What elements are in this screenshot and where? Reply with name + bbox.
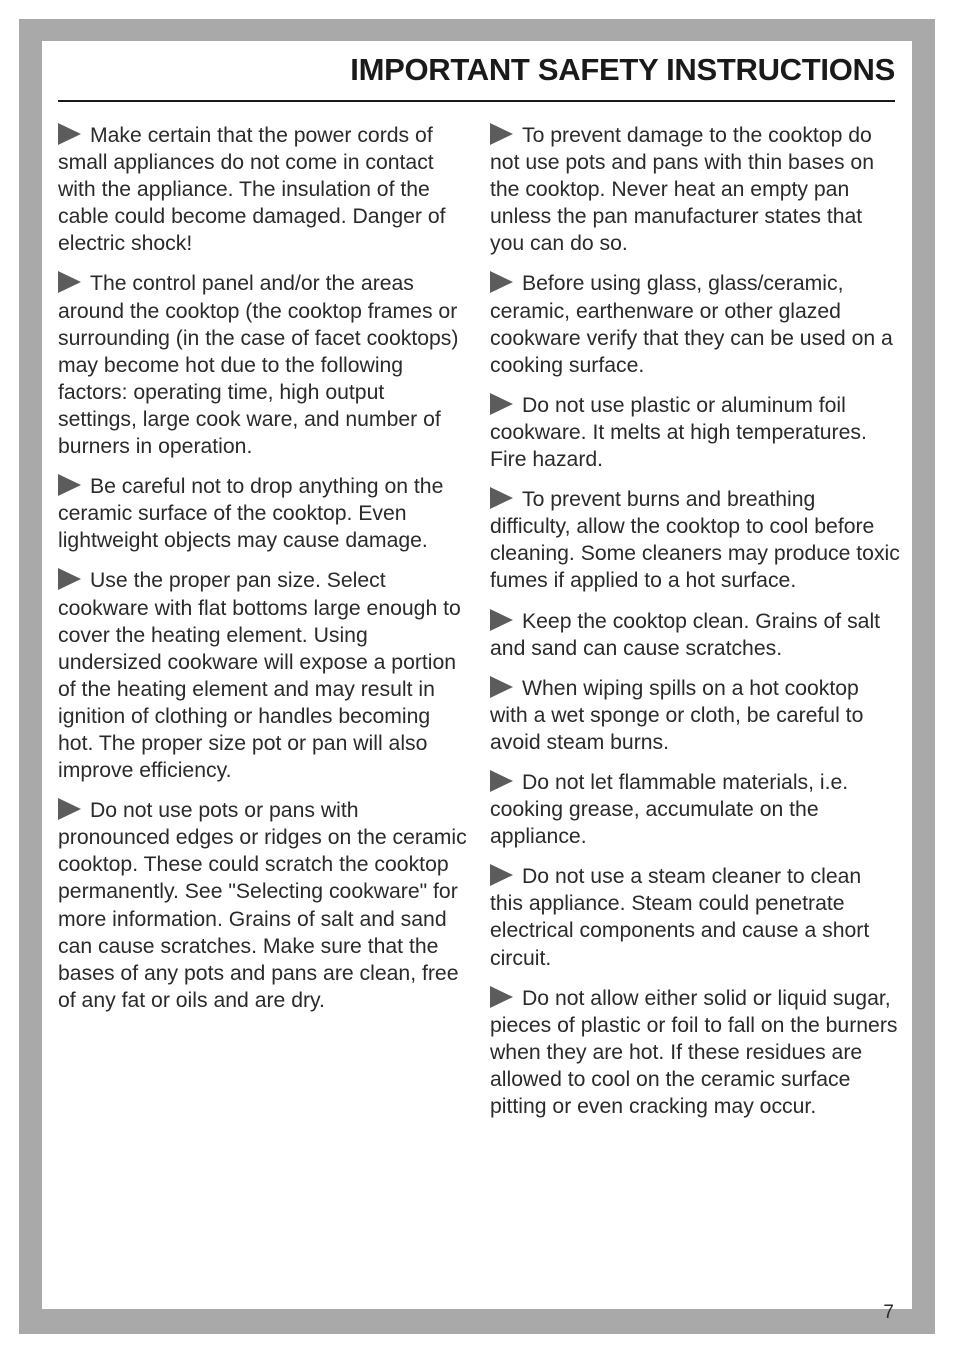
instruction-text: Keep the cooktop clean. Grains of salt and sand can cause scratches. <box>490 609 881 660</box>
instruction-text: To prevent damage to the cooktop do not use pots and pans with thin bases on the cooktop. Never heat an empty pan unless the pan manufacturer states that you can do so. <box>490 124 874 256</box>
right-column <box>490 122 900 1133</box>
instruction-text: Use the proper pan size. Select cookware with flat bottoms large enough to cover the heating element. Using undersized cookware will expose a portion of the heating element and may result in ignition of clothing or handles becoming hot. The proper size pot or pan will also improve efficiency. <box>58 569 461 783</box>
triangle-right-icon <box>490 123 513 145</box>
triangle-right-icon <box>490 609 513 631</box>
safety-instruction <box>490 392 900 473</box>
instruction-text: Be careful not to drop anything on the ceramic surface of the cooktop. Even lightweight objects may cause damage. <box>58 475 444 553</box>
triangle-right-icon <box>490 986 513 1008</box>
page-number: 7 <box>883 1302 894 1323</box>
safety-instruction <box>490 608 900 662</box>
safety-instruction <box>490 122 900 257</box>
triangle-right-icon <box>58 123 81 145</box>
instruction-text: Do not allow either solid or liquid sugar, pieces of plastic or foil to fall on the burners when they are hot. If these residues are allowed to cool on the ceramic surface pitting or even cracking may occur. <box>490 986 898 1118</box>
triangle-right-icon <box>490 393 513 415</box>
safety-instruction <box>58 473 468 554</box>
page-header <box>58 50 895 102</box>
triangle-right-icon <box>490 864 513 886</box>
instruction-text: Before using glass, glass/ceramic, ceramic, earthenware or other glazed cookware verify that they can be used on a cooking surface. <box>490 272 893 377</box>
safety-instruction <box>58 122 468 257</box>
triangle-right-icon <box>490 271 513 293</box>
safety-instruction <box>490 675 900 756</box>
instruction-text: The control panel and/or the areas around the cooktop (the cooktop frames or surrounding (in the case of facet cooktops) may become hot due to the following factors: operating time, high output settings, large cook ware, and number of burners in operation. <box>58 272 459 459</box>
triangle-right-icon <box>490 770 513 792</box>
safety-instruction <box>490 769 900 850</box>
safety-instruction <box>490 270 900 378</box>
instruction-text: Make certain that the power cords of small appliances do not come in contact with the appliance. The insulation of the cable could become damaged. Danger of electric shock! <box>58 124 446 256</box>
safety-instruction <box>58 797 468 1014</box>
instruction-text: Do not let flammable materials, i.e. cooking grease, accumulate on the appliance. <box>490 770 849 849</box>
instruction-text: Do not use pots or pans with pronounced edges or ridges on the ceramic cooktop. These could scratch the cooktop permanently. See "Selecting cookware" for more information. Grains of salt and sand can cause scratches. Make sure that the bases of any pots and pans are clean, free of any fat or oils and are dry. <box>58 799 467 1012</box>
instruction-text: Do not use plastic or aluminum foil cookware. It melts at high temperatures. Fire hazard. <box>490 393 867 472</box>
instruction-text: To prevent burns and breathing difficulty, allow the cooktop to cool before cleaning. Some cleaners may produce toxic fumes if applied to a hot surface. <box>490 488 900 593</box>
triangle-right-icon <box>58 568 81 590</box>
left-column <box>58 122 468 1027</box>
page-title: IMPORTANT SAFETY INSTRUCTIONS <box>350 52 895 87</box>
triangle-right-icon <box>490 676 513 698</box>
safety-instruction <box>490 863 900 971</box>
safety-instruction <box>490 486 900 594</box>
triangle-right-icon <box>490 487 513 509</box>
triangle-right-icon <box>58 798 81 820</box>
instruction-text: When wiping spills on a hot cooktop with a wet sponge or cloth, be careful to avoid steam burns. <box>490 676 864 754</box>
safety-instruction <box>490 985 900 1120</box>
triangle-right-icon <box>58 474 81 496</box>
safety-instruction <box>58 270 468 460</box>
instruction-text: Do not use a steam cleaner to clean this appliance. Steam could penetrate electrical components and cause a short circuit. <box>490 865 870 970</box>
triangle-right-icon <box>58 271 81 293</box>
safety-instruction <box>58 567 468 784</box>
